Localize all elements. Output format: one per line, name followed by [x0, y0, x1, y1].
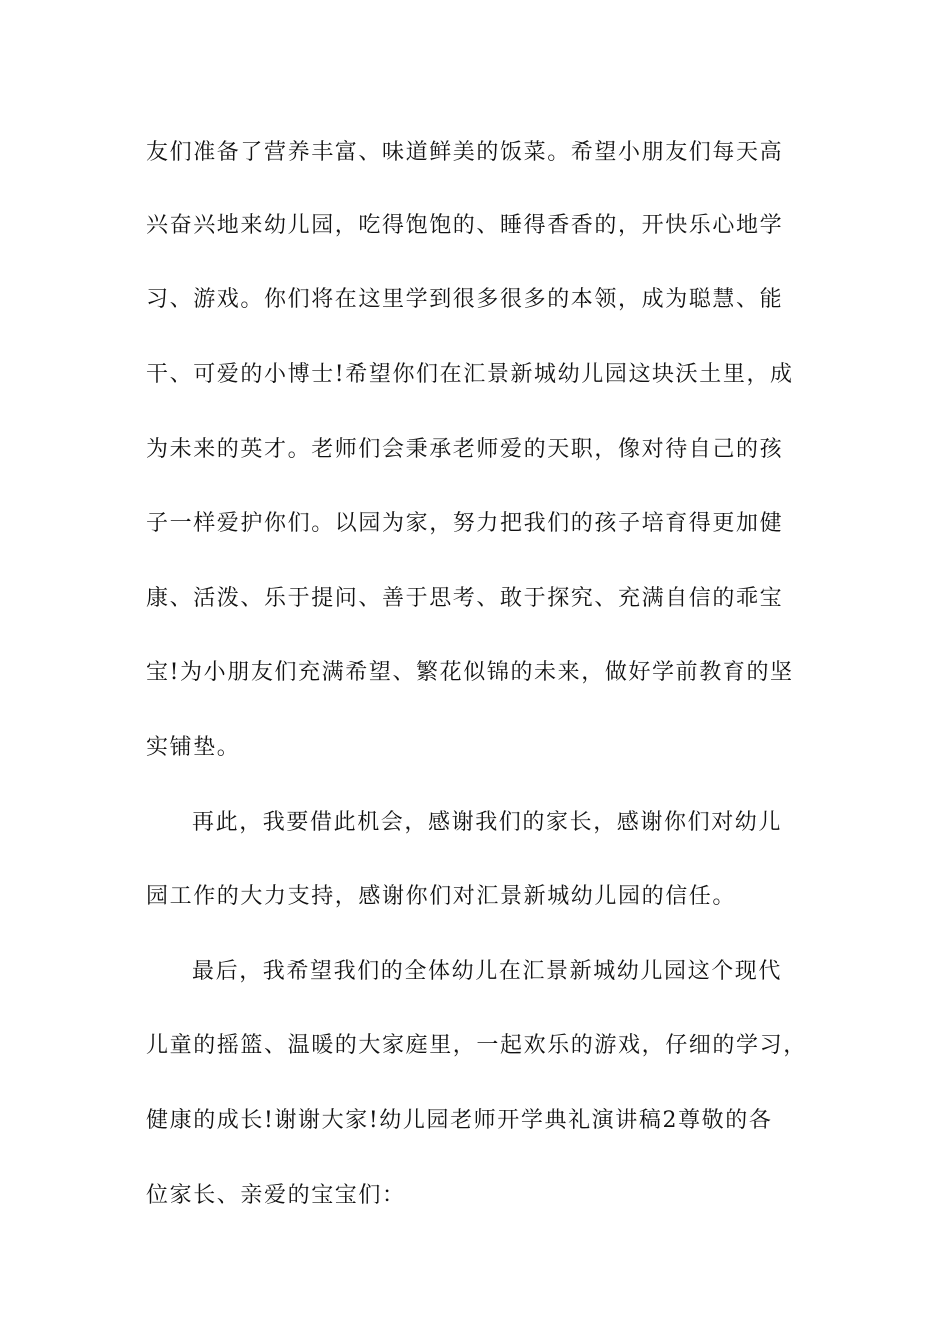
- text-line: 健康的成长!谢谢大家!幼儿园老师开学典礼演讲稿2尊敬的各: [146, 1108, 773, 1133]
- text-line: 位家长、亲爱的宝宝们：: [146, 1183, 406, 1208]
- paragraph-first-line: 再此，我要借此机会，感谢我们的家长，感谢你们对幼儿: [192, 810, 783, 835]
- text-line: 园工作的大力支持，感谢你们对汇景新城幼儿园的信任。: [146, 884, 737, 909]
- text-line: 习、游戏。你们将在这里学到很多很多的本领，成为聪慧、能: [146, 287, 784, 312]
- text-line: 宝!为小朋友们充满希望、繁花似锦的未来，做好学前教育的坚: [146, 660, 794, 685]
- text-line: 实铺垫。: [146, 735, 241, 760]
- text-line: 干、可爱的小博士!希望你们在汇景新城幼儿园这块沃土里，成: [146, 362, 794, 387]
- text-line: 为未来的英才。老师们会秉承老师爱的天职，像对待自己的孩: [146, 437, 784, 462]
- text-line: 康、活泼、乐于提问、善于思考、敢于探究、充满自信的乖宝: [146, 586, 784, 611]
- text-line: 儿童的摇篮、温暖的大家庭里，一起欢乐的游戏，仔细的学习，: [146, 1033, 807, 1058]
- text-line: 子一样爱护你们。以园为家，努力把我们的孩子培育得更加健: [146, 511, 784, 536]
- text-line: 兴奋兴地来幼儿园，吃得饱饱的、睡得香香的，开快乐心地学: [146, 213, 784, 238]
- paragraph-first-line: 最后，我希望我们的全体幼儿在汇景新城幼儿园这个现代: [192, 959, 783, 984]
- text-line: 友们准备了营养丰富、味道鲜美的饭菜。希望小朋友们每天高: [146, 140, 784, 165]
